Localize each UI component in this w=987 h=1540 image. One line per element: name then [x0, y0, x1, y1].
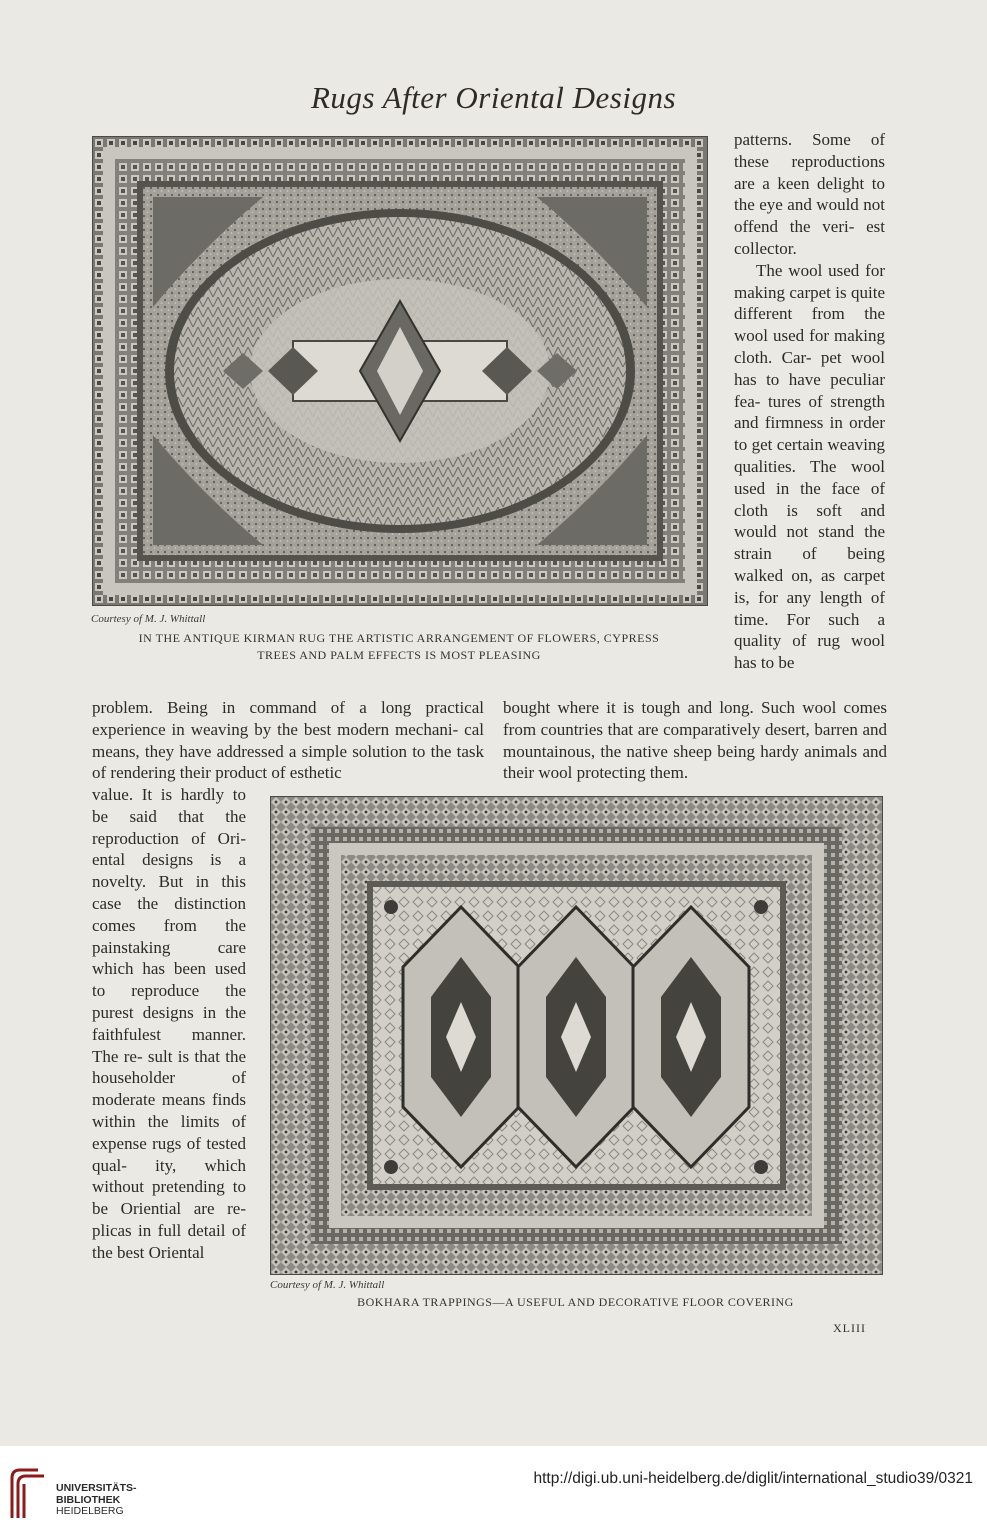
library-name-line-3: HEIDELBERG: [56, 1505, 124, 1517]
library-name-line-2: BIBLIOTHEK: [56, 1493, 121, 1506]
right-body-block: bought where it is tough and long. Such wool comes from countries that are comparatively desert, barren and mountainous, the native sheep being hardy animals and their wool protecting them.: [503, 698, 887, 783]
right-column-paragraph-1: patterns. Some of these reproductions are a keen delight to the eye and would not offend the veri- est collector.: [734, 130, 885, 258]
source-url-link[interactable]: http://digi.ub.uni-heidelberg.de/diglit/international_studio39/0321: [533, 1470, 973, 1487]
library-name-line-1: UNIVERSITÄTS-: [56, 1482, 137, 1494]
top-caption-line-2: TREES AND PALM EFFECTS IS MOST PLEASING: [257, 648, 541, 662]
right-column-text: [734, 129, 885, 674]
narrow-column-text: value. It is hardly to be said that the reproduction of Ori- ental designs is a novelty. But in this case the distinction comes from the painstaking care which has been used to reproduce the purest designs in the faithfulest manner. The re- sult is that the householder of moderate means finds within the limits of expense rugs of tested qual- ity, which without pretending to be Oriential are re- plicas in full detail of the best Oriental: [92, 785, 246, 1262]
bokhara-rug-illustration: [271, 797, 882, 1274]
kirman-rug-plate: [92, 136, 708, 606]
bokhara-rug-plate: [270, 796, 883, 1275]
page-title: Rugs After Oriental Designs: [310, 80, 677, 115]
top-courtesy-credit: Courtesy of M. J. Whittall: [91, 613, 206, 625]
kirman-rug-illustration: [93, 137, 707, 605]
top-figure-caption: [92, 630, 706, 664]
library-name: [56, 1483, 137, 1518]
digitization-footer: [0, 1446, 987, 1540]
library-logo-icon: [8, 1466, 48, 1522]
top-caption-line-1: IN THE ANTIQUE KIRMAN RUG THE ARTISTIC ARRANGEMENT OF FLOWERS, CYPRESS: [138, 631, 660, 645]
bottom-courtesy-credit: Courtesy of M. J. Whittall: [270, 1279, 385, 1291]
bottom-figure-caption: BOKHARA TRAPPINGS—A USEFUL AND DECORATIVE FLOOR COVERING: [357, 1295, 794, 1309]
right-column-paragraph-2: The wool used for making carpet is quite different from the wool used for making cloth. Car- pet wool has to have peculiar fea- tures of strength and firmness in order to get certain weaving qualities. The wool used in the face of cloth is soft and would not stand the strain of being walked on, as carpet is, for any length of time. For such a quality of rug wool has to be: [734, 260, 885, 673]
page-number: XLIII: [833, 1321, 866, 1335]
left-body-block: problem. Being in command of a long practical experience in weaving by the best modern mechani- cal means, they have addressed a simple solution to the task of rendering their product of esthetic: [92, 698, 484, 783]
